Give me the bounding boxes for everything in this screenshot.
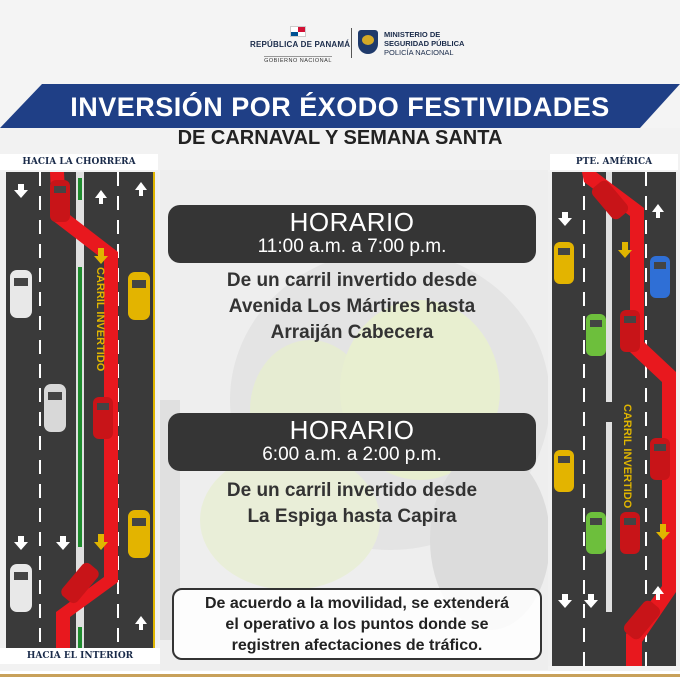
schedule-2-desc-line1: De un carril invertido desde <box>226 480 478 501</box>
note-line1: De acuerdo a la movilidad, se extenderá <box>204 595 510 612</box>
schedule-2-time: 6:00 a.m. a 2:00 p.m. <box>262 444 442 465</box>
title-line1: INVERSIÓN POR ÉXODO FESTIVIDADES <box>70 92 610 122</box>
left-road-map <box>0 172 158 648</box>
schedule-2-title: HORARIO <box>289 415 415 445</box>
schedule-1-desc-line2: Avenida Los Mártires hasta <box>228 296 476 317</box>
road-label-interior: HACIA EL INTERIOR <box>0 648 160 664</box>
police-badge-icon <box>358 30 378 54</box>
panama-flag-icon <box>290 26 306 37</box>
note-line3: registren afectaciones de tráfico. <box>231 637 483 654</box>
title-line2: DE CARNAVAL Y SEMANA SANTA <box>177 127 503 149</box>
road-label-chorrera: HACIA LA CHORRERA <box>0 154 158 170</box>
schedule-2-desc-line2: La Espiga hasta Capira <box>247 506 457 527</box>
schedule-1-desc-line3: Arraiján Cabecera <box>270 322 434 343</box>
logo-divider <box>351 28 352 58</box>
schedule-1-time: 11:00 a.m. a 7:00 p.m. <box>257 236 447 257</box>
note-line2: el operativo a los puntos donde se <box>225 616 489 633</box>
schedule-2-box <box>168 413 536 471</box>
ministry-line1: MINISTERIO DE <box>384 30 441 39</box>
header <box>0 0 680 84</box>
government-name: REPÚBLICA DE PANAMÁ <box>250 40 351 49</box>
bottom-bar <box>0 671 680 679</box>
right-lane-label: CARRIL INVERTIDO <box>621 404 633 509</box>
government-sub: GOBIERNO NACIONAL <box>264 58 332 64</box>
police-name: POLICÍA NACIONAL <box>384 48 454 57</box>
right-road-map <box>548 172 680 666</box>
road-label-pte-america: PTE. AMÉRICA <box>550 154 678 170</box>
schedule-1-box <box>168 205 536 263</box>
schedule-2-description <box>168 478 536 530</box>
government-logo <box>250 26 351 67</box>
schedule-1-title: HORARIO <box>289 207 415 237</box>
ministry-line2: SEGURIDAD PÚBLICA <box>384 39 465 48</box>
left-lane-label: CARRIL INVERTIDO <box>94 267 106 372</box>
extension-note <box>172 588 542 660</box>
schedule-1-desc-line1: De un carril invertido desde <box>226 270 478 291</box>
schedule-1-description <box>168 268 536 346</box>
